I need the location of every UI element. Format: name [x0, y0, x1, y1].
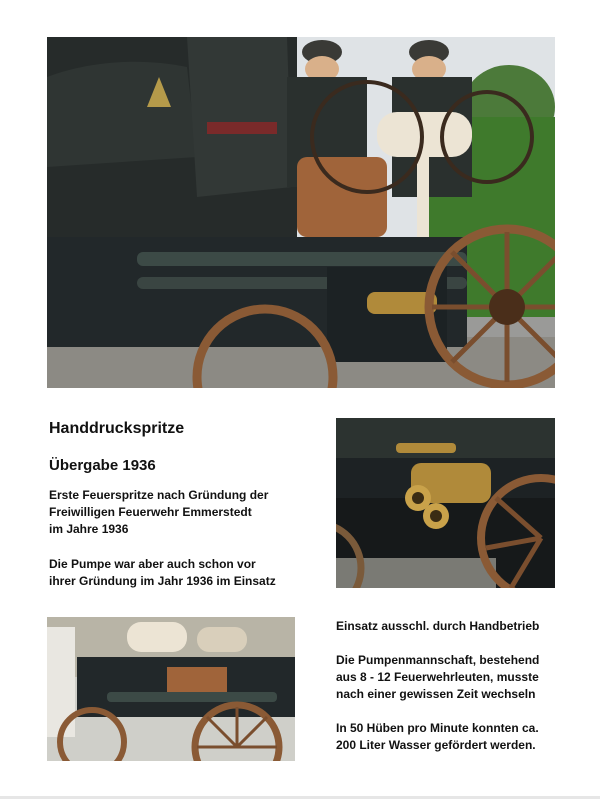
text-line: 200 Liter Wasser gefördert werden. — [336, 738, 536, 752]
history-paragraph — [49, 556, 319, 590]
text-line: aus 8 - 12 Feuerwehrleuten, musste — [336, 670, 539, 684]
text-line: In 50 Hüben pro Minute konnten ca. — [336, 721, 539, 735]
text-line: Freiwilligen Feuerwehr Emmerstedt — [49, 505, 252, 519]
pump-outlets-photo-image — [336, 418, 555, 588]
text-line: Die Pumpe war aber auch schon vor — [49, 557, 256, 571]
text-line: Erste Feuerspritze nach Gründung der — [49, 488, 269, 502]
lower-photo — [47, 617, 295, 761]
text-line: im Jahre 1936 — [49, 522, 129, 536]
page-subtitle: Übergabe 1936 — [49, 457, 156, 474]
intro-paragraph — [49, 487, 319, 538]
text-line: nach einer gewissen Zeit wechseln — [336, 687, 536, 701]
page-title: Handdruckspritze — [49, 420, 185, 437]
text-line: Die Pumpenmannschaft, bestehend — [336, 653, 540, 667]
nozzle-photo — [336, 418, 555, 588]
text-line: Einsatz ausschl. durch Handbetrieb — [336, 619, 540, 633]
text-line: ihrer Gründung im Jahr 1936 im Einsatz — [49, 574, 276, 588]
fire-cart-photo-image — [47, 37, 555, 388]
main-photo — [47, 37, 555, 388]
fire-cart-side-photo-image — [47, 617, 295, 761]
crew-paragraph — [336, 652, 586, 703]
capacity-paragraph — [336, 720, 586, 754]
operation-paragraph — [336, 618, 586, 635]
